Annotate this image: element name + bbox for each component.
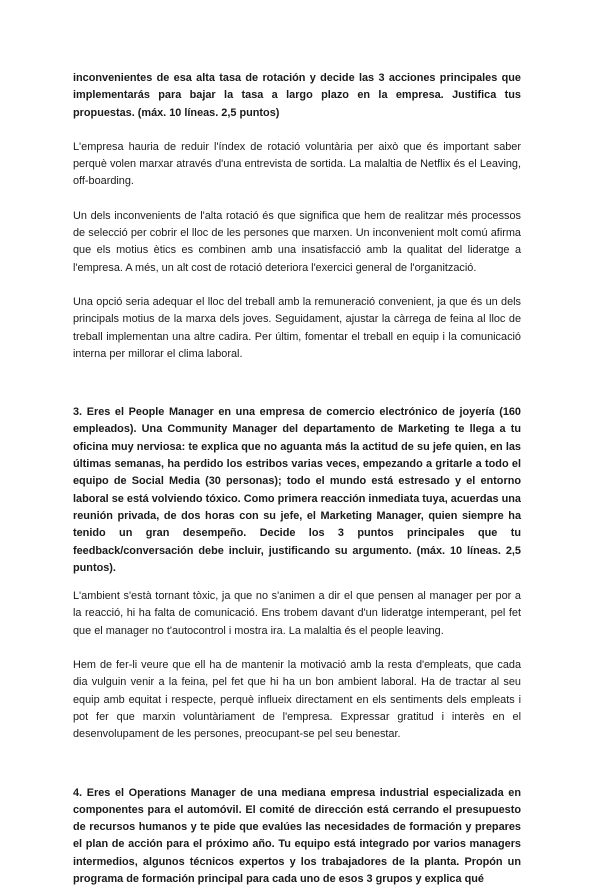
section4-question: 4. Eres el Operations Manager de una mediana empresa industrial especializada en componentes para el automóvil. El comité de dirección está cerrando el presupuesto de recursos humanos y te pide que evalúes las necesidades de formación y prepares el plan de acción para el próximo año. Tu equipo está integrado por varios managers intermedios, algunos técnicos expertos y los trabajadores de la planta. Propón un programa de formación principal para cada uno de esos 3 grupos y explica qué [73, 785, 521, 888]
section3-answer-paragraph-1: L'ambient s'està tornant tòxic, ja que no s'animen a dir el que pensen al manager per por a la reacció, hi ha falta de comunicació. Ens trobem davant d'un lideratge intemperant, pel fet que el manager no t'autocontrol i mostra ira. La malaltia és el people leaving. [73, 588, 521, 640]
section2-question-tail: inconvenientes de esa alta tasa de rotación y decide las 3 acciones principales que implementarás para bajar la tasa a largo plazo en la empresa. Justifica tus propuestas. (máx. 10 líneas. 2,5 puntos) [73, 70, 521, 122]
section2-answer-paragraph-2: Un dels inconvenients de l'alta rotació és que significa que hem de realitzar més processos de selecció per cobrir el lloc de les persones que marxen. Un inconvenient molt comú afirma que els motius ètics es combinen amb una insatisfacció amb la qualitat del lideratge a l'empresa. A més, un alt cost de rotació deteriora l'exercici general de l'organització. [73, 208, 521, 277]
section2-answer-paragraph-3: Una opció seria adequar el lloc del treball amb la remuneració convenient, ja que és un dels principals motius de la marxa dels joves. Seguidament, ajustar la càrrega de feina al lloc de treball implementan una altre cadira. Per últim, fomentar el treball en equip i la comunicació interna per millorar el clima laboral. [73, 294, 521, 363]
section3-answer-paragraph-2: Hem de fer-li veure que ell ha de mantenir la motivació amb la resta d'empleats, que cada dia vulguin venir a la feina, pel fet que hi ha un bon ambient laboral. Ha de tractar al seu equip amb equitat i respecte, perquè influeix directament en els sentiments dels empleats i pot fer que marxin voluntàriament de l'empresa. Expressar gratitud i interès en el desenvolupament de les persones, preocupant-se pel seu benestar. [73, 657, 521, 743]
section3-question: 3. Eres el People Manager en una empresa de comercio electrónico de joyería (160 empleados). Una Community Manager del departamento de Marketing te llega a tu oficina muy nerviosa: te explica que no aguanta más la actitud de su jefe quien, en las últimas semanas, ha perdido los estribos varias veces, empezando a gritarle a todo el equipo de Social Media (30 personas); todo el mundo está estresado y el entorno laboral se está volviendo tóxico. Como primera reacción inmediata tuya, acuerdas una reunión privada, de dos horas con su jefe, el Marketing Manager, quien siempre ha tenido un gran desempeño. Decide los 3 puntos principales que tu feedback/conversación debe incluir, justificando su argumento. (máx. 10 líneas. 2,5 puntos). [73, 404, 521, 577]
section2-answer-paragraph-1: L'empresa hauria de reduir l'índex de rotació voluntària per això que és important saber perquè volen marxar através d'una entrevista de sortida. La malaltia de Netflix és el Leaving, off-boarding. [73, 139, 521, 191]
